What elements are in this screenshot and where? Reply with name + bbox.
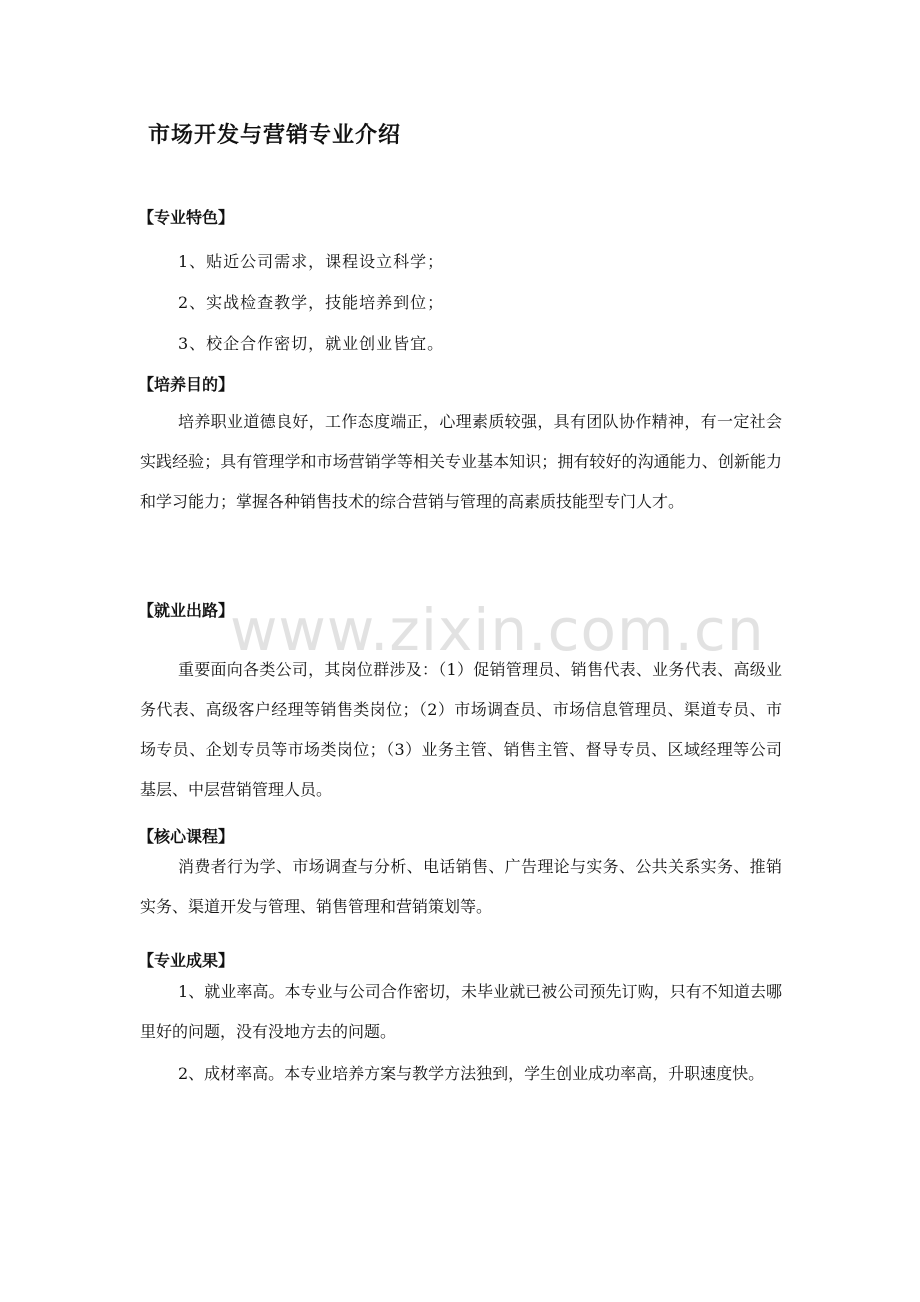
achievement-item-1: 1、就业率高。本专业与公司合作密切，未毕业就已被公司预先订购，只有不知道去哪里好的问题，没有没地方去的问题。 <box>140 982 782 1041</box>
watermark: www.zixin.com.cn <box>230 596 765 664</box>
section-heading-achievements: 【专业成果】 <box>138 951 235 970</box>
achievement-item-2: 2、成材率高。本专业培养方案与教学方法独到，学生创业成功率高，升职速度快。 <box>178 1064 765 1083</box>
section-heading-features: 【专业特色】 <box>138 208 235 227</box>
feature-item-2: 2、实战检查教学，技能培养到位； <box>178 293 445 312</box>
section-heading-goals: 【培养目的】 <box>138 375 235 394</box>
careers-paragraph: 重要面向各类公司，其岗位群涉及：（1）促销管理员、销售代表、业务代表、高级业务代表、高级客户经理等销售类岗位；（2）市场调查员、市场信息管理员、渠道专员、市场专员、企划专员等市场类岗位；（3）业务主管、销售主管、督导专员、区域经理等公司基层、中层营销管理人员。 <box>140 660 782 799</box>
feature-item-1: 1、贴近公司需求，课程设立科学； <box>178 252 445 271</box>
feature-item-3: 3、校企合作密切，就业创业皆宜。 <box>178 334 445 353</box>
document-title: 市场开发与营销专业介绍 <box>148 123 402 148</box>
section-heading-careers: 【就业出路】 <box>138 601 235 620</box>
courses-paragraph: 消费者行为学、市场调查与分析、电话销售、广告理论与实务、公共关系实务、推销实务、渠道开发与管理、销售管理和营销策划等。 <box>140 857 782 916</box>
goals-paragraph: 培养职业道德良好，工作态度端正，心理素质较强，具有团队协作精神，有一定社会实践经验；具有管理学和市场营销学等相关专业基本知识；拥有较好的沟通能力、创新能力和学习能力；掌握各种销售技术的综合营销与管理的高素质技能型专门人才。 <box>140 412 782 511</box>
section-heading-courses: 【核心课程】 <box>138 827 235 846</box>
